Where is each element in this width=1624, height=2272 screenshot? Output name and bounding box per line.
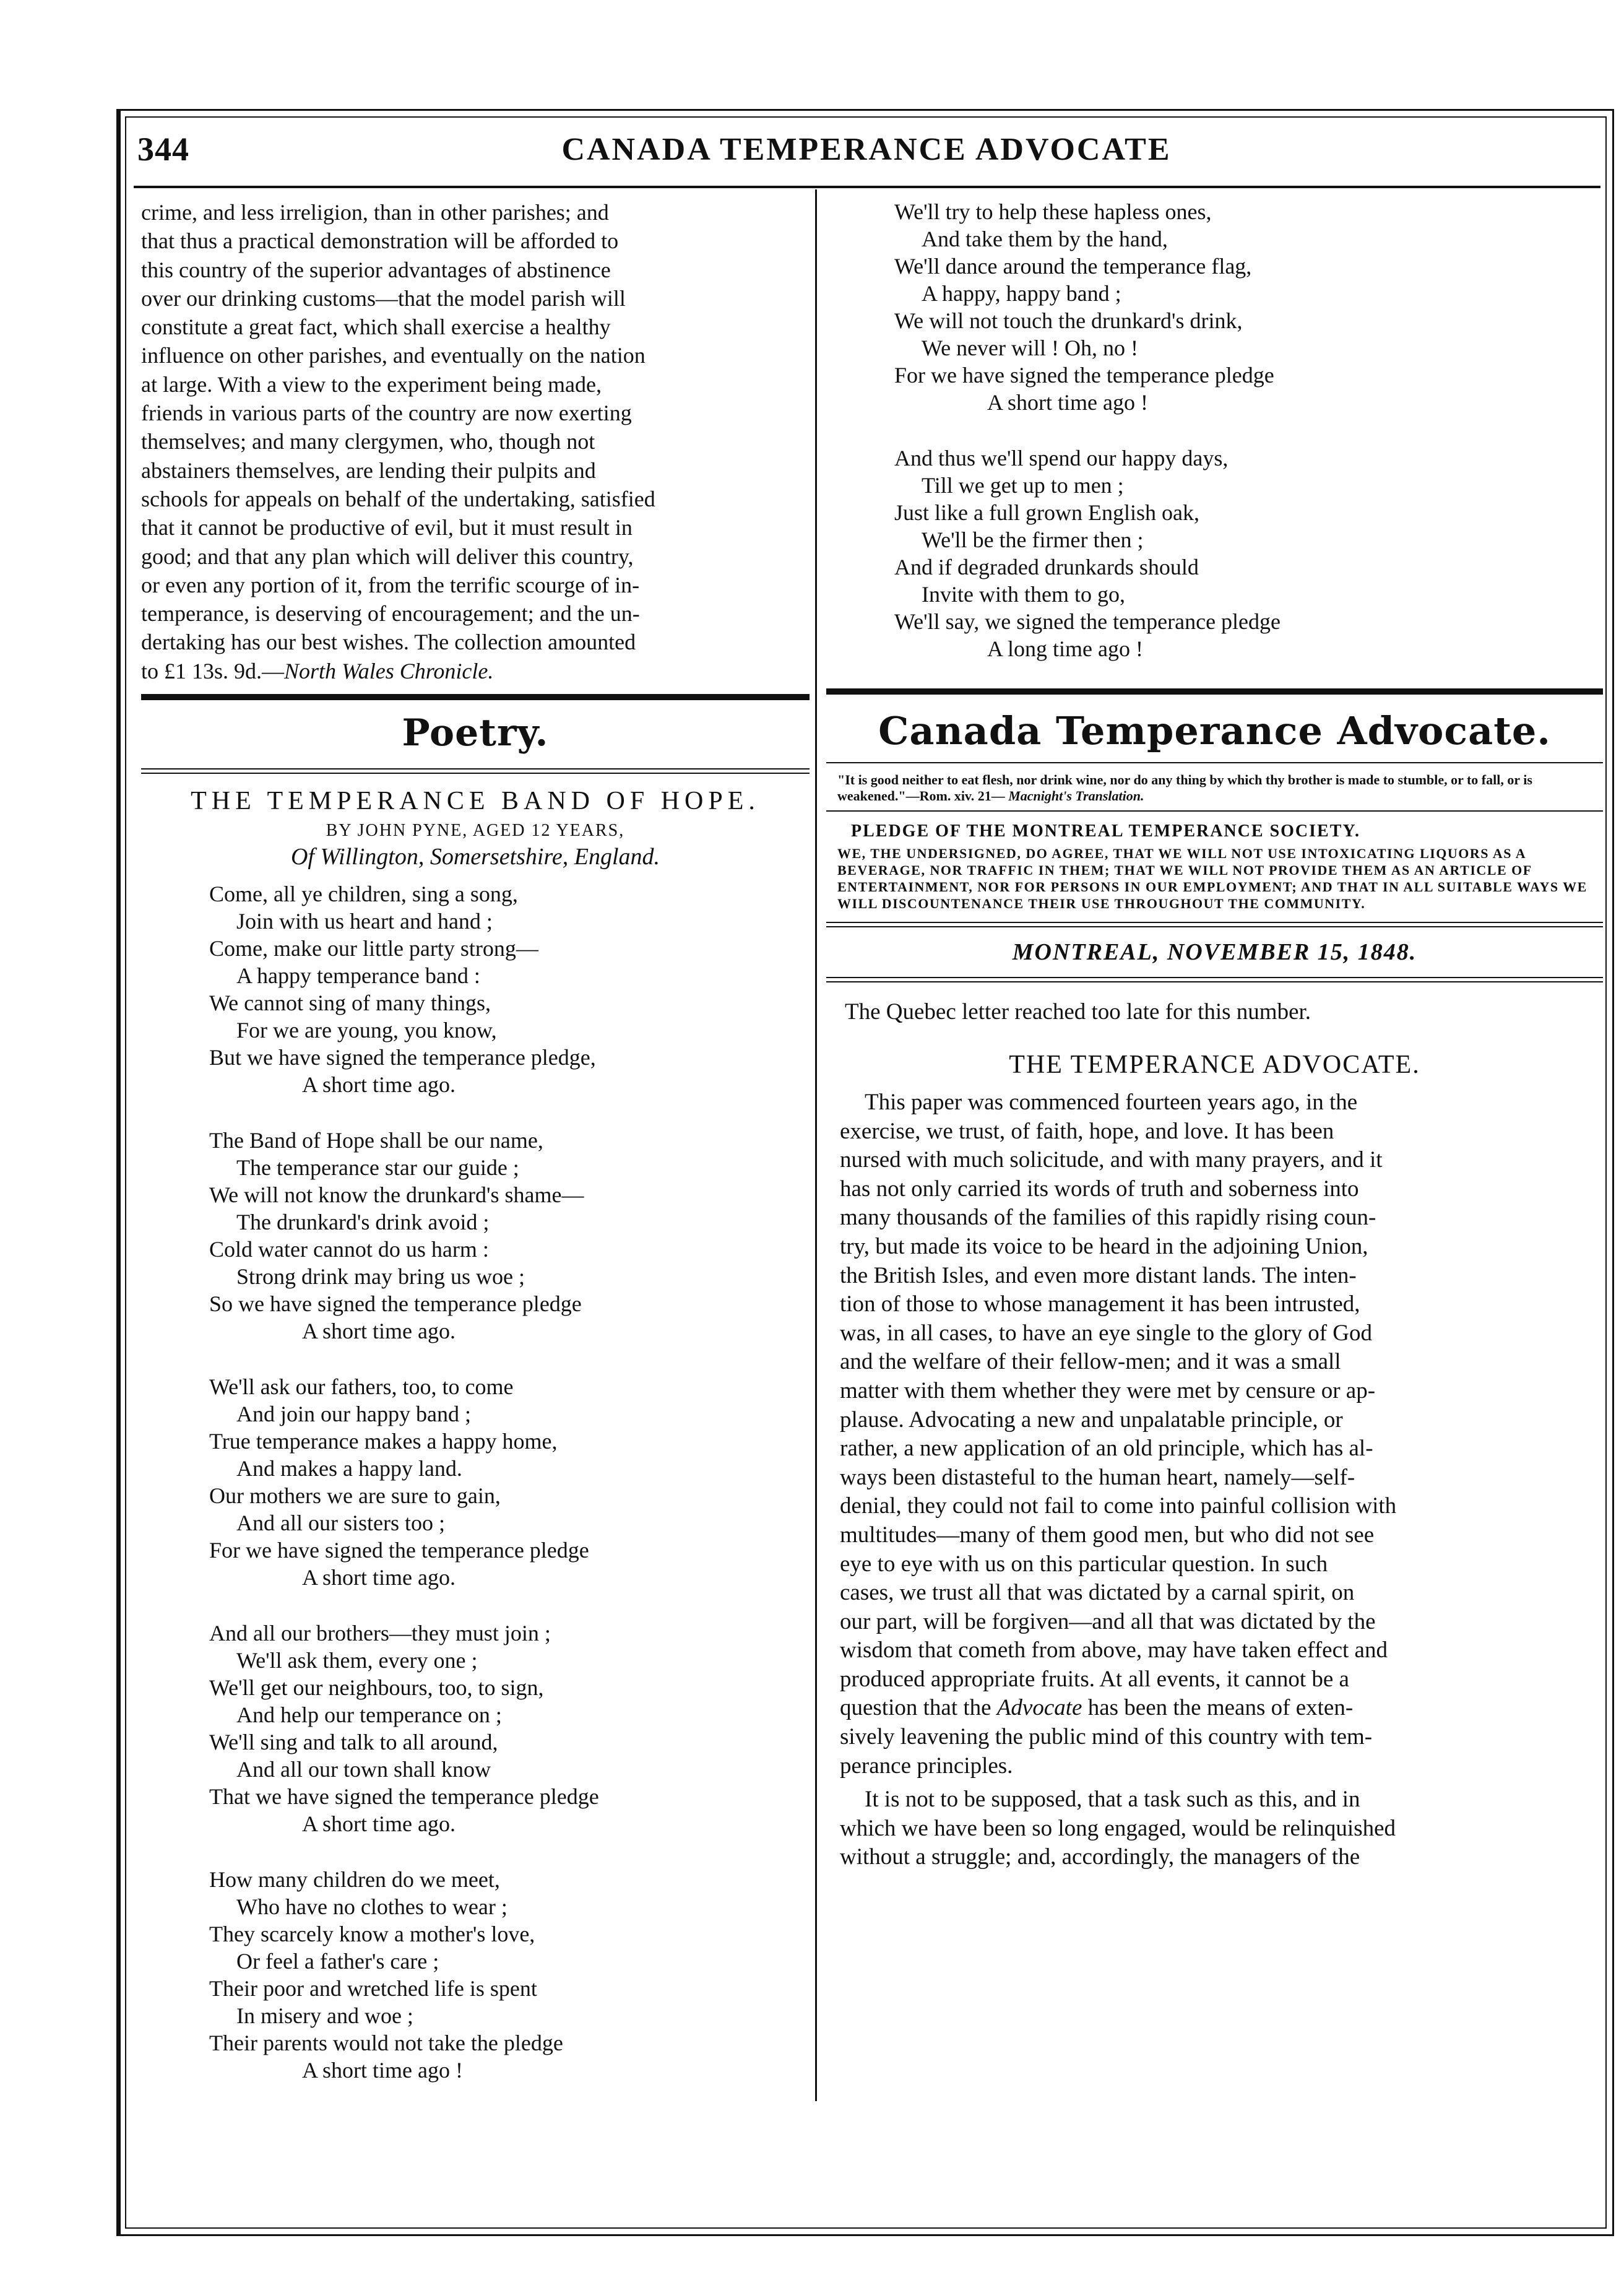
verse-line: And all our town shall know — [236, 1757, 491, 1782]
prose-line: schools for appeals on behalf of the undertaking, satisfied — [141, 486, 655, 511]
motto-text: "It is good neither to eat flesh, nor drink wine, nor do any thing by which thy brother is made to stumble, or to fall, or is weakened."—Rom. xiv. 21— — [837, 772, 1532, 804]
verse-line: A short time ago ! — [302, 2058, 463, 2083]
page-header — [130, 128, 1603, 177]
article-line: denial, they could not fail to come into painful collision with — [840, 1493, 1397, 1519]
stanza — [894, 444, 1603, 662]
verse-line: We'll dance around the temperance flag, — [894, 254, 1252, 279]
poetry-heading: Poetry. — [402, 711, 549, 755]
article-line: tion of those to whose management it has been intrusted, — [840, 1291, 1360, 1317]
prose-line: or even any portion of it, from the terrific scourge of in- — [141, 572, 640, 597]
verse-line: We cannot sing of many things, — [209, 991, 491, 1016]
article-body — [840, 1088, 1596, 1872]
article-line: ways been distasteful to the human heart, namely—self- — [840, 1464, 1355, 1490]
verse-line: We'll sing and talk to all around, — [209, 1730, 498, 1755]
article-line: has not only carried its words of truth and soberness into — [840, 1176, 1359, 1202]
verse-line: Just like a full grown English oak, — [894, 500, 1199, 525]
verse-line: We'll ask our fathers, too, to come — [209, 1374, 514, 1400]
verse-line: Who have no clothes to wear ; — [236, 1894, 508, 1920]
prose-line: influence on other parishes, and eventually on the nation — [141, 343, 646, 368]
stanza — [209, 1373, 810, 1591]
page-number: 344 — [137, 131, 189, 168]
verse-line: And makes a happy land. — [236, 1456, 462, 1481]
article-text: has been the means of exten- — [1082, 1695, 1354, 1721]
article-line: This paper was commenced fourteen years ago, in the — [865, 1090, 1358, 1115]
article-line: rather, a new application of an old principle, which has al- — [840, 1436, 1373, 1462]
verse-line: Or feel a father's care ; — [236, 1949, 439, 1974]
verse-line: And join our happy band ; — [236, 1402, 471, 1427]
verse-line: We'll ask them, every one ; — [236, 1648, 478, 1673]
article-line: was, in all cases, to have an eye single to the glory of God — [840, 1320, 1373, 1346]
article-line: and the welfare of their fellow-men; and it was a small — [840, 1349, 1341, 1375]
verse-line: Invite with them to go, — [922, 582, 1125, 607]
prose-line: themselves; and many clergymen, who, though not — [141, 429, 595, 454]
verse-line: For we have signed the temperance pledge — [209, 1538, 589, 1563]
pledge-rule — [826, 922, 1603, 927]
advocate-title-italic: Advocate — [996, 1695, 1082, 1721]
article-line: without a struggle; and, accordingly, the managers of the — [840, 1844, 1360, 1870]
verse-line: A short time ago. — [302, 1072, 456, 1098]
poem-title: THE TEMPERANCE BAND OF HOPE. — [191, 787, 760, 816]
prose-line: abstainers themselves, are lending their pulpits and — [141, 457, 596, 483]
verse-line: A happy, happy band ; — [922, 281, 1121, 306]
prose-line: over our drinking customs—that the model parish will — [141, 285, 626, 311]
verse-line: We'll say, we signed the temperance pledge — [894, 609, 1281, 634]
article-line — [840, 1694, 1596, 1723]
article-line: eye to eye with us on this particular question. In such — [840, 1551, 1328, 1577]
article-line: the British Isles, and even more distant lands. The inten- — [840, 1262, 1357, 1288]
section-rule — [141, 694, 810, 700]
article-line: sively leavening the public mind of this country with tem- — [840, 1724, 1373, 1750]
article-line: It is not to be supposed, that a task such as this, and in — [865, 1787, 1360, 1813]
prose-line: that it cannot be productive of evil, but it must result in — [141, 515, 633, 540]
verse-line: A short time ago ! — [987, 390, 1148, 415]
verse-line: We'll get our neighbours, too, to sign, — [209, 1675, 544, 1701]
stanza — [209, 1866, 810, 2084]
verse-line: We'll be the firmer then ; — [922, 527, 1144, 552]
pledge-text: WE, THE UNDERSIGNED, DO AGREE, THAT WE WILL NOT USE INTOXICATING LIQUORS AS A BEVERAGE, NOR TRAFFIC IN THEM; THAT WE WILL NOT PROVIDE THEM AS AN ARTICLE OF ENTERTAINMENT, NOR FOR PERSONS IN OUR EMPLOYMENT; AND THAT IN ALL SUITABLE WAYS WE WILL DISCOUNTENANCE THEIR USE THROUGHOUT THE COMMUNITY. — [837, 846, 1587, 911]
verse-line: Join with us heart and hand ; — [236, 909, 493, 934]
verse-line: A short time ago. — [302, 1319, 456, 1344]
verse-line: So we have signed the temperance pledge — [209, 1291, 582, 1317]
section-rule — [826, 688, 1603, 695]
verse-line: Cold water cannot do us harm : — [209, 1237, 489, 1262]
article-line: cases, we trust all that was dictated by a carnal spirit, on — [840, 1580, 1355, 1606]
masthead-motto — [837, 772, 1597, 804]
editorial-notice: The Quebec letter reached too late for this number. — [845, 999, 1311, 1025]
dateline: MONTREAL, NOVEMBER 15, 1848. — [1012, 939, 1417, 965]
verse-line: Their parents would not take the pledge — [209, 2031, 563, 2056]
verse-line: And all our sisters too ; — [236, 1511, 445, 1536]
prose-line: constitute a great fact, which shall exercise a healthy — [141, 314, 611, 340]
verse-line: In misery and woe ; — [236, 2003, 413, 2029]
motto-source: Macnight's Translation. — [1008, 788, 1144, 804]
verse-line: The Band of Hope shall be our name, — [209, 1128, 543, 1153]
verse-line: But we have signed the temperance pledge, — [209, 1045, 596, 1070]
article-line: exercise, we trust, of faith, hope, and love. It has been — [840, 1118, 1334, 1144]
poem-byline: BY JOHN PYNE, AGED 12 YEARS, — [326, 821, 625, 841]
article-line: matter with them whether they were met by censure or ap- — [840, 1377, 1376, 1403]
article-line: produced appropriate fruits. At all events, it cannot be a — [840, 1666, 1349, 1692]
prose-line: dertaking has our best wishes. The collection amounted — [141, 630, 636, 655]
stanza — [209, 1127, 810, 1345]
stanza — [209, 880, 810, 1098]
prose-line: friends in various parts of the country are now exerting — [141, 401, 632, 426]
verse-line: Our mothers we are sure to gain, — [209, 1483, 501, 1509]
paper-masthead: Canada Temperance Advocate. — [878, 708, 1551, 753]
source-citation: North Wales Chronicle. — [284, 658, 494, 683]
poetry-heading-rule — [141, 768, 810, 774]
verse-line: A short time ago. — [302, 1811, 456, 1837]
verse-line: That we have signed the temperance pledge — [209, 1784, 599, 1810]
verse-line: We will not know the drunkard's shame— — [209, 1182, 584, 1208]
stanza — [209, 1619, 810, 1837]
article-line: which we have been so long engaged, would be relinquished — [840, 1815, 1396, 1841]
verse-line: Come, make our little party strong— — [209, 936, 538, 961]
stanza — [894, 198, 1603, 416]
verse-line: A long time ago ! — [987, 636, 1143, 661]
verse-line: For we have signed the temperance pledge — [894, 363, 1274, 388]
pledge-title: PLEDGE OF THE MONTREAL TEMPERANCE SOCIETY. — [851, 822, 1361, 841]
article-line: try, but made its voice to be heard in the adjoining Union, — [840, 1233, 1368, 1259]
prose-line: temperance, is deserving of encouragement; and the un- — [141, 601, 640, 627]
dateline-rule — [826, 977, 1603, 982]
verse-line: Till we get up to men ; — [922, 473, 1124, 498]
verse-line: They scarcely know a mother's love, — [209, 1922, 535, 1947]
article-line: perance principles. — [840, 1753, 1013, 1779]
prose-line: crime, and less irreligion, than in other parishes; and — [141, 200, 609, 225]
right-column — [826, 198, 1603, 1872]
verse-line: And help our temperance on ; — [236, 1702, 502, 1728]
prose-line: this country of the superior advantages of abstinence — [141, 257, 611, 282]
article-line: many thousands of the families of this rapidly rising coun- — [840, 1205, 1376, 1231]
article-line: our part, will be forgiven—and all that was dictated by the — [840, 1608, 1376, 1634]
verse-line: We will not touch the drunkard's drink, — [894, 308, 1243, 333]
poem-place: Of Willington, Somersetshire, England. — [290, 844, 660, 870]
motto-rule — [826, 810, 1603, 812]
verse-line: And if degraded drunkards should — [894, 555, 1199, 579]
left-column — [141, 198, 810, 2112]
verse-line: A short time ago. — [302, 1565, 456, 1590]
header-rule — [134, 186, 1600, 188]
article-line: wisdom that cometh from above, may have taken effect and — [840, 1637, 1388, 1663]
article-line: multitudes—many of them good men, but who did not see — [840, 1522, 1375, 1548]
verse-line: How many children do we meet, — [209, 1867, 500, 1893]
poem-continuation — [826, 198, 1603, 662]
prose-line: good; and that any plan which will deliver this country, — [141, 544, 634, 569]
verse-line: Come, all ye children, sing a song, — [209, 882, 518, 907]
article-closing-line — [141, 657, 810, 685]
paragraph-gap — [840, 1780, 1596, 1785]
poem-body — [141, 880, 810, 2084]
column-divider — [815, 189, 817, 2101]
verse-line: We'll try to help these hapless ones, — [894, 199, 1212, 224]
verse-line: The drunkard's drink avoid ; — [236, 1210, 490, 1235]
verse-line: Strong drink may bring us woe ; — [236, 1264, 525, 1290]
verse-line: And take them by the hand, — [922, 227, 1168, 251]
verse-line: And all our brothers—they must join ; — [209, 1621, 551, 1646]
verse-line: And thus we'll spend our happy days, — [894, 446, 1229, 470]
article-text: question that the — [840, 1695, 997, 1721]
verse-line: The temperance star our guide ; — [236, 1155, 519, 1181]
verse-line: We never will ! Oh, no ! — [922, 336, 1138, 360]
article-continuation — [141, 198, 810, 657]
verse-line: True temperance makes a happy home, — [209, 1429, 558, 1454]
article-line: nursed with much solicitude, and with many prayers, and it — [840, 1147, 1383, 1173]
verse-line: For we are young, you know, — [236, 1018, 497, 1043]
running-title: CANADA TEMPERANCE ADVOCATE — [561, 132, 1172, 167]
prose-line: that thus a practical demonstration will be afforded to — [141, 228, 619, 254]
prose-line: at large. With a view to the experiment being made, — [141, 371, 602, 397]
article-title: THE TEMPERANCE ADVOCATE. — [1009, 1051, 1420, 1079]
article-line: plause. Advocating a new and unpalatable principle, or — [840, 1407, 1343, 1433]
verse-line: A happy temperance band : — [236, 963, 480, 989]
masthead-rule — [826, 762, 1603, 763]
verse-line: Their poor and wretched life is spent — [209, 1976, 537, 2001]
collection-amount: to £1 13s. 9d.— — [141, 658, 285, 683]
